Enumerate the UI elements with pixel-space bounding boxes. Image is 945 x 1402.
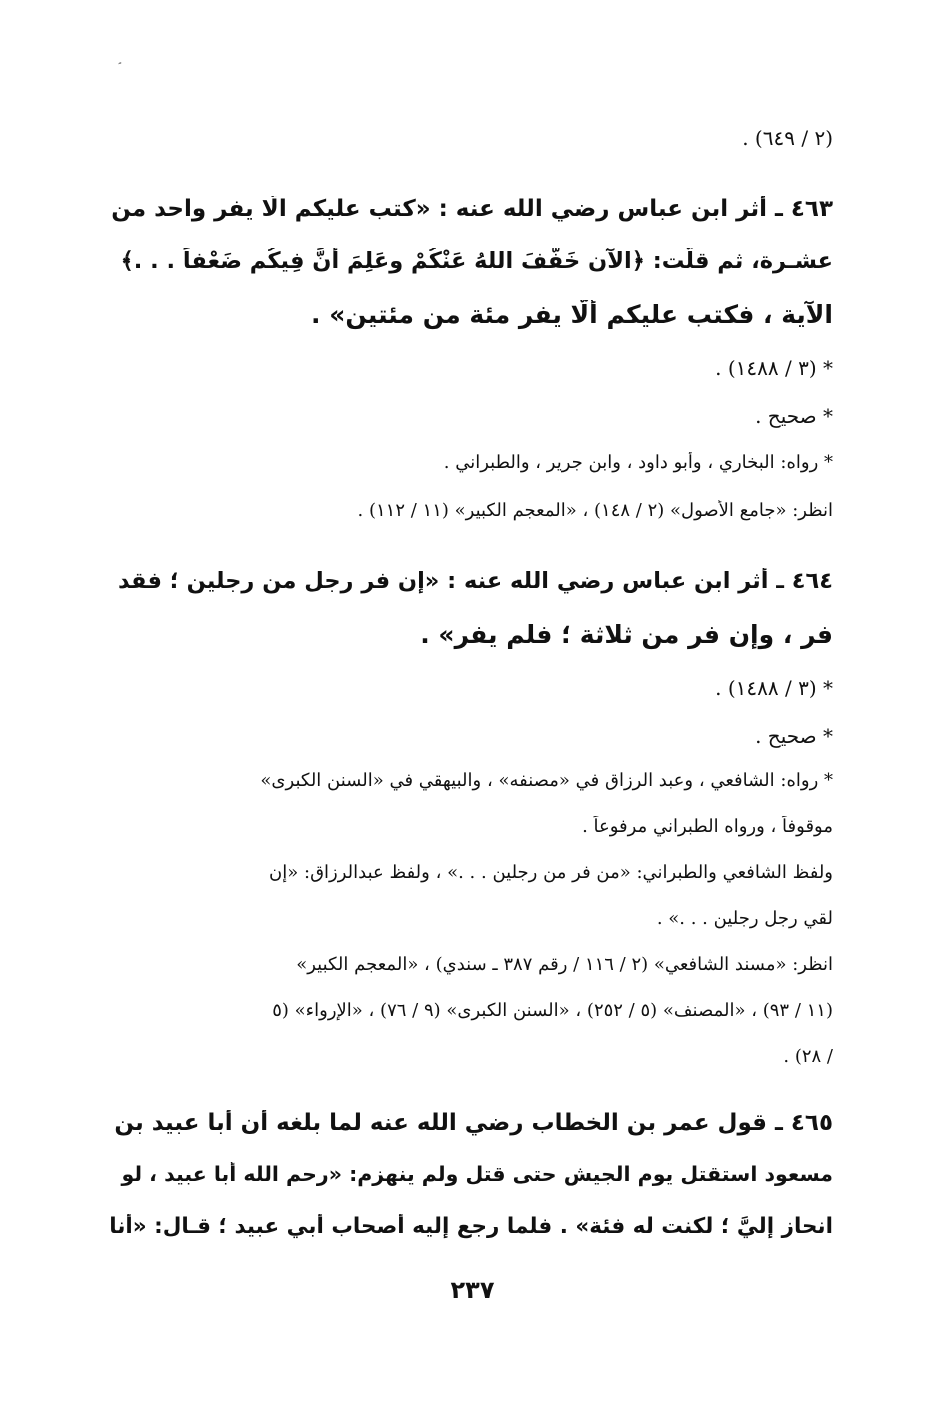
entry-464-wording-line-1 — [108, 862, 833, 892]
entry-463-heading-line-1 — [108, 196, 833, 236]
entry-464-ref — [108, 676, 833, 708]
text-line: انحاز إليَّ ؛ لكنت له فئة» . فلما رجع إليه أصحاب أبي عبيد ؛ قـال: «أنا — [109, 1214, 833, 1239]
text-line: موقوفاً ، ورواه الطبراني مرفوعاً . — [582, 816, 833, 837]
entry-463-ref — [108, 356, 833, 388]
entry-465-heading-line-3 — [108, 1214, 833, 1254]
entry-463-heading-line-3 — [108, 300, 833, 340]
text-line: عشـرة، ثم قلّت: ﴿الآن خَفَّفَ اللهُ عَنْكُمْ وعَلِمَ أَنَّ فِيكُم ضَعْفاً . . .﴾ — [120, 248, 833, 274]
entry-465-heading-line-1 — [108, 1110, 833, 1150]
text-line: مسعود استقتل يوم الجيش حتى قتل ولم ينهزم: «رحم الله أبا عبيد ، لو — [121, 1162, 833, 1186]
text-line: انظر: «جامع الأصول» (٢ / ١٤٨) ، «المعجم الكبير» (١١ / ١١٢) . — [357, 500, 833, 521]
text-line: ٤٦٣ ـ أثر ابن عباس رضي الله عنه : «كتب عليكم الّا يفر واحد من — [111, 196, 833, 222]
text-line: ٤٦٤ ـ أثر ابن عباس رضي الله عنه : «إن فر رجل من رجلين ؛ فقد — [118, 568, 833, 594]
text-line: فر ، وإن فر من ثلاثة ؛ فلم يفر» . — [420, 620, 833, 649]
text-line: الآية ، فكتب عليكم ألّا يفر مئة من مئتين» . — [311, 300, 833, 329]
text-line: انظر: «مسند الشافعي» (٢ / ١١٦ / رقم ٣٨٧ ـ سندي) ، «المعجم الكبير» — [296, 954, 833, 975]
text-line: * صحيح . — [755, 724, 833, 748]
text-line: لقي رجل رجلين . . .» . — [656, 908, 833, 929]
text-line: (١١ / ٩٣) ، «المصنف» (٥ / ٢٥٢) ، «السنن الكبرى» (٩ / ٧٦) ، «الإرواء» (٥ — [272, 1000, 833, 1021]
text-line: ولفظ الشافعي والطبراني: «من فر من رجلين . . .» ، ولفظ عبدالرزاق: «إن — [269, 862, 833, 883]
text-line: / ٢٨) . — [783, 1046, 833, 1067]
entry-464-heading-line-2 — [108, 620, 833, 660]
reference-line-top — [108, 126, 833, 162]
page-number: ٢٣٧ — [450, 1276, 495, 1304]
text-line: * رواه: البخاري ، وأبو داود ، وابن جرير ، والطبراني . — [443, 452, 833, 473]
text-line: * (٣ / ١٤٨٨) . — [715, 356, 833, 380]
text-line: * صحيح . — [755, 404, 833, 428]
text-line: * رواه: الشافعي ، وعبد الرزاق في «مصنفه» ، والبيهقي في «السنن الكبرى» — [260, 770, 833, 791]
entry-464-heading-line-1 — [108, 568, 833, 608]
entry-464-narrators-line-2 — [108, 816, 833, 846]
entry-463-grade — [108, 404, 833, 436]
entry-463-heading-line-2 — [108, 248, 833, 288]
entry-464-sources-line-3 — [108, 1046, 833, 1076]
text-line: (٢ / ٦٤٩) . — [742, 126, 833, 150]
entry-464-wording-line-2 — [108, 908, 833, 938]
entry-464-narrators-line-1 — [108, 770, 833, 800]
entry-463-sources — [108, 500, 833, 530]
entry-464-sources-line-1 — [108, 954, 833, 984]
entry-465-heading-line-2 — [108, 1162, 833, 1202]
text-line: * (٣ / ١٤٨٨) . — [715, 676, 833, 700]
entry-464-grade — [108, 724, 833, 756]
entry-463-narrators — [108, 452, 833, 482]
text-line: ٤٦٥ ـ قول عمر بن الخطاب رضي الله عنه لما بلغه أن أبا عبيد بن — [114, 1110, 833, 1136]
entry-464-sources-line-2 — [108, 1000, 833, 1030]
